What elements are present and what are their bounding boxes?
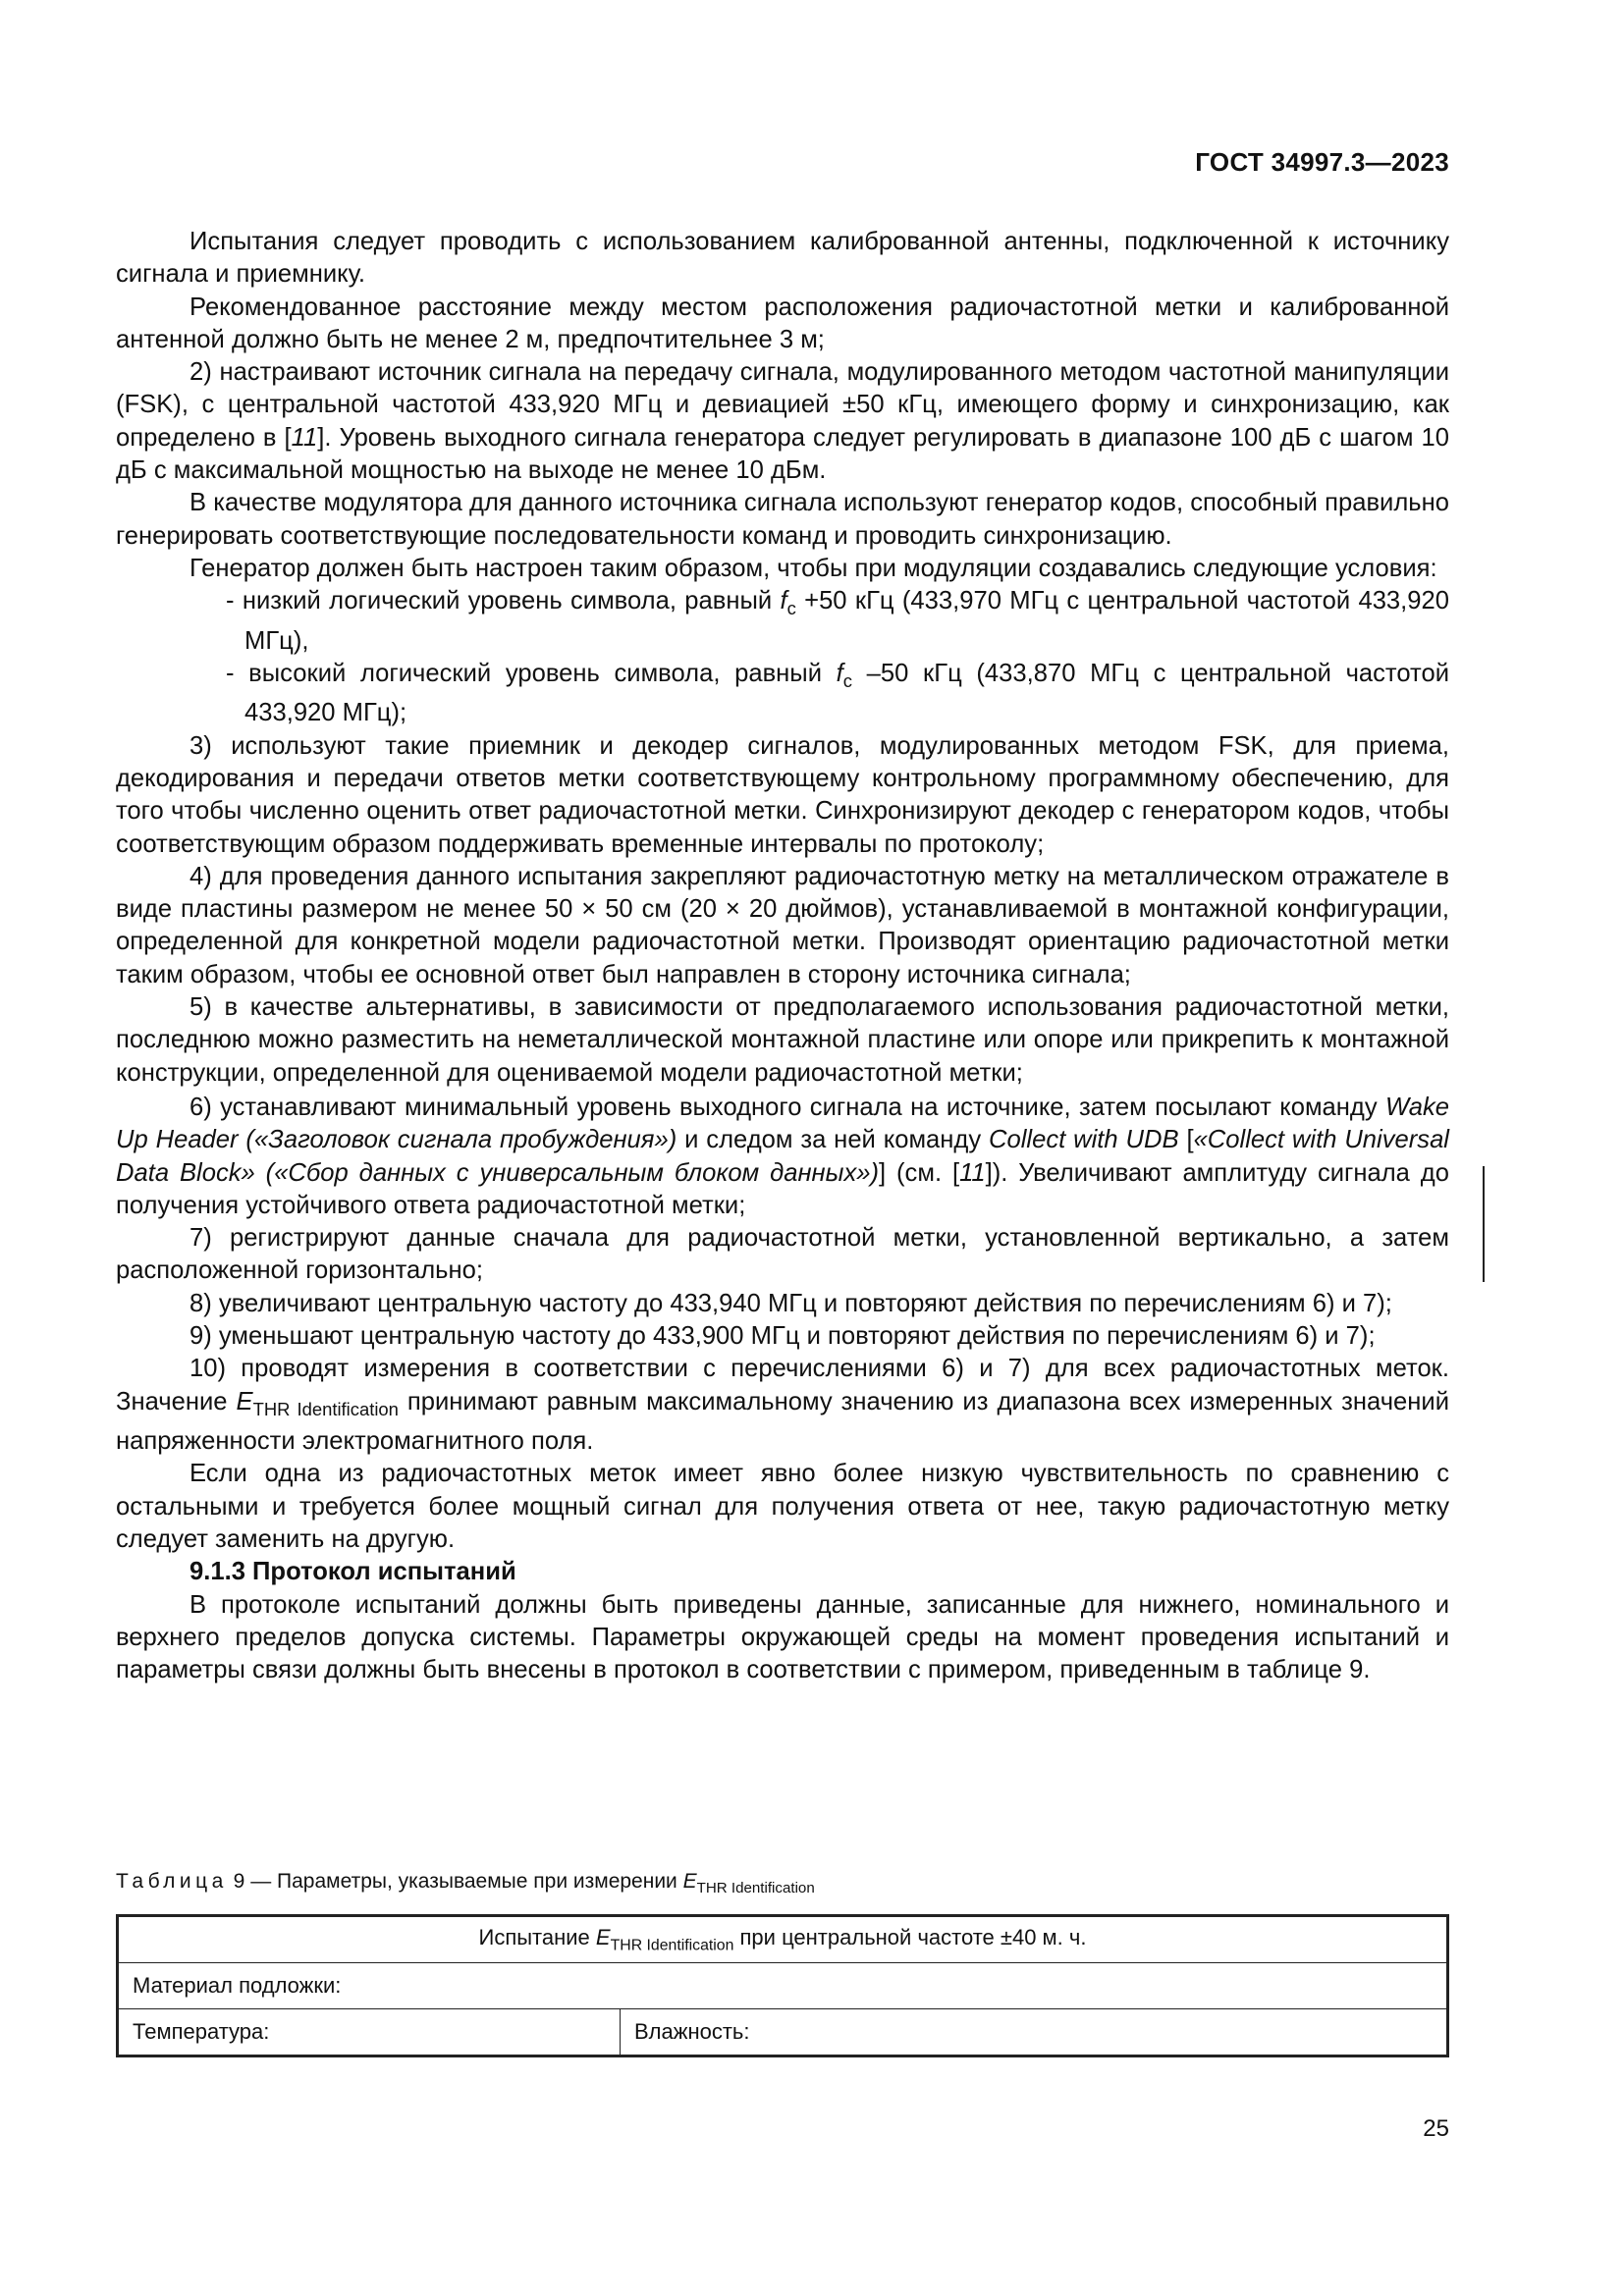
section-heading: 9.1.3 Протокол испытаний [189,1558,516,1586]
paragraph: 7) регистрируют данные сначала для радиочастотной метки, установленной вертикально, а затем расположенной горизонтально; [116,1224,1449,1285]
standard-header: ГОСТ 34997.3—2023 [1195,147,1449,177]
body-text [116,226,1449,1686]
paragraph: 10) проводят измерения в соответствии с перечислениями 6) и 7) для всех радиочастотных меток. Значение $E_{THR Identification}$ принимают равным максимальному значению из диапазона всех измеренных значений напряженности электромагнитного поля. [116,1355,1450,1456]
table-row [118,2009,1448,2056]
paragraph: Рекомендованное расстояние между местом расположения радиочастотной метки и калиброванной антенной должно быть не менее 2 м, предпочтительнее 3 м; [116,293,1449,353]
substrate-material-cell: Материал подложки: [118,1963,1448,2009]
page-number: 25 [1423,2115,1449,2142]
paragraph: В протоколе испытаний должны быть приведены данные, записанные для нижнего, номинального и верхнего пределов допуска системы. Параметры окружающей среды на момент проведения испытаний и параметры связи должны быть внесены в протокол в соответствии с примером, приведенным в таблице 9. [116,1590,1449,1684]
table-row [118,1963,1448,2009]
paragraph: Если одна из радиочастотных меток имеет явно более низкую чувствительность по сравнению с остальными и требуется более мощный сигнал для получения ответа от нее, такую радиочастотную метку следует заменить на другую. [116,1460,1449,1553]
reference-number: 11 [959,1158,986,1187]
paragraph: 2) настраивают источник сигнала на передачу сигнала, модулированного методом частотной манипуляции (FSK), с центральной частотой 433,920 МГц и девиацией ±50 кГц, имеющего форму и синхронизацию, как определено в [11]. Уровень выходного сигнала генератора следует регулировать в диапазоне 100 дБ с шагом 10 дБ с максимальной мощностью на выходе не менее 10 дБм. [116,358,1449,485]
revision-bar [1483,1166,1485,1282]
parameters-table [116,1914,1449,2057]
paragraph: 9) уменьшают центральную частоту до 433,900 МГц и повторяют действия по перечислениям 6) и 7); [189,1322,1376,1351]
list-item: - низкий логический уровень символа, равный $f_c +50$ кГц (433,970 МГц с центральной частотой 433,920 МГц), [226,587,1449,655]
paragraph: В качестве модулятора для данного источника сигнала используют генератор кодов, способный правильно генерировать соответствующие последовательности команд и проводить синхронизацию. [116,489,1449,550]
table-row [118,1916,1448,1963]
list-item: - высокий логический уровень символа, равный $f_c$ –50 кГц (433,870 МГц с центральной частотой 433,920 МГц); [226,659,1450,727]
paragraph: Испытания следует проводить с использованием калиброванной антенны, подключенной к источнику сигнала и приемнику. [116,228,1449,289]
temperature-cell: Температура: [118,2009,621,2056]
paragraph: 4) для проведения данного испытания закрепляют радиочастотную метку на металлическом отражателе в виде пластины размером не менее 50 × 50 см (20 × 20 дюймов), устанавливаемой в монтажной конфигурации, определенной для конкретной модели радиочастотной метки. Производят ориентацию радиочастотной метки таким образом, чтобы ее основной ответ был направлен в сторону источника сигнала; [116,862,1449,988]
paragraph: 6) устанавливают минимальный уровень выходного сигнала на источнике, затем посылают команду Wake Up Header («Заголовок сигнала пробуждения») и следом за ней команду Collect with UDB [«Collect with Universal Data Block» («Сбор данных с универсальным блоком данных»)] (см. [11]). Увеличивают амплитуду сигнала до получения устойчивого ответа радиочастотной метки; [116,1093,1449,1219]
paragraph: Генератор должен быть настроен таким образом, чтобы при модуляции создавались следующие условия: [189,554,1437,582]
humidity-cell: Влажность: [621,2009,1448,2056]
document-page [116,0,1449,2296]
paragraph: 3) используют такие приемник и декодер сигналов, модулированных методом FSK, для приема, декодирования и передачи ответов метки соответствующему контрольному программному обеспечению, для того чтобы численно оценить ответ радиочастотной метки. Синхронизируют декодер с генератором кодов, чтобы соответствующим образом поддерживать временные интервалы по протоколу; [116,731,1449,858]
reference-number: 11 [291,423,318,452]
paragraph: 8) увеличивают центральную частоту до 433,940 МГц и повторяют действия по перечислениям 6) и 7); [189,1289,1392,1317]
table-header-cell: Испытание $E_{THR Identification}$ при центральной частоте ±40 м. ч. [118,1916,1448,1963]
table-caption: Таблица 9 — Параметры, указываемые при измерении $E_{THR Identification}$ [116,1870,815,1897]
paragraph: 5) в качестве альтернативы, в зависимости от предполагаемого использования радиочастотной метки, последнюю можно разместить на неметаллической монтажной пластине или опоре или прикрепить к монтажной конструкции, определенной для оцениваемой модели радиочастотной метки; [116,993,1449,1087]
